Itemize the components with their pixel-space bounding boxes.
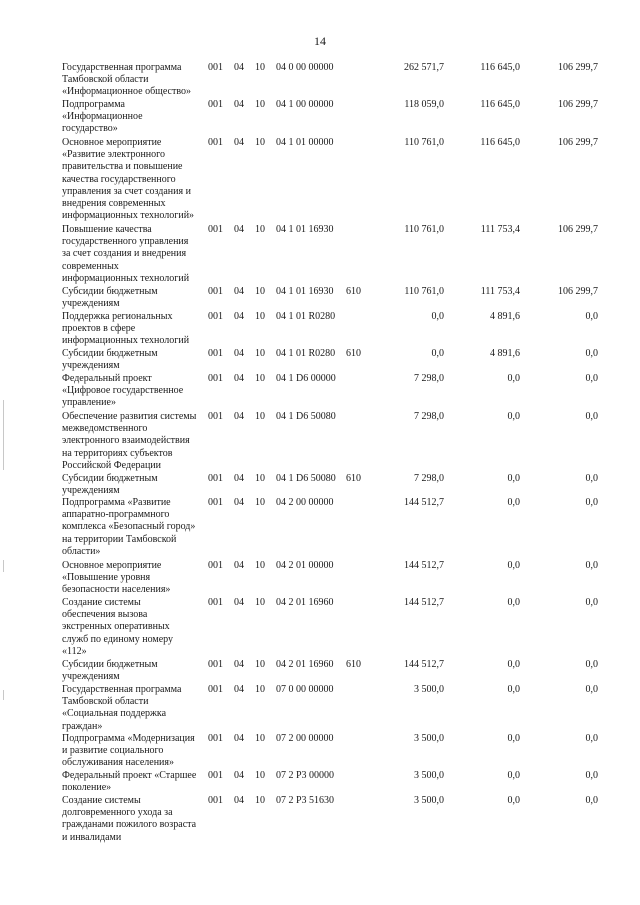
row-csr: 04 2 01 00000 bbox=[276, 560, 334, 571]
row-value-1: 3 500,0 bbox=[414, 770, 444, 781]
row-rz: 04 bbox=[234, 659, 244, 670]
row-value-2: 111 753,4 bbox=[480, 286, 520, 297]
row-rz: 04 bbox=[234, 597, 244, 608]
row-value-1: 110 761,0 bbox=[404, 224, 444, 235]
row-csr: 04 2 00 00000 bbox=[276, 497, 334, 508]
row-value-2: 116 645,0 bbox=[480, 62, 520, 73]
row-value-2: 111 753,4 bbox=[480, 224, 520, 235]
row-pr: 10 bbox=[255, 311, 265, 322]
row-gr: 001 bbox=[208, 224, 223, 235]
row-value-1: 3 500,0 bbox=[414, 733, 444, 744]
row-rz: 04 bbox=[234, 286, 244, 297]
row-value-2: 0,0 bbox=[507, 473, 520, 484]
row-value-2: 0,0 bbox=[507, 560, 520, 571]
row-value-1: 3 500,0 bbox=[414, 795, 444, 806]
row-csr: 04 1 00 00000 bbox=[276, 99, 334, 110]
row-vr: 610 bbox=[346, 348, 361, 359]
row-rz: 04 bbox=[234, 62, 244, 73]
row-pr: 10 bbox=[255, 286, 265, 297]
row-value-2: 0,0 bbox=[507, 684, 520, 695]
row-csr: 07 0 00 00000 bbox=[276, 684, 334, 695]
row-pr: 10 bbox=[255, 411, 265, 422]
row-gr: 001 bbox=[208, 62, 223, 73]
page-number: 14 bbox=[314, 34, 326, 48]
row-value-2: 0,0 bbox=[507, 373, 520, 384]
row-name: Подпрограмма «Модернизация и развитие социального обслуживания населения» bbox=[62, 733, 195, 769]
row-rz: 04 bbox=[234, 348, 244, 359]
row-gr: 001 bbox=[208, 497, 223, 508]
row-value-1: 110 761,0 bbox=[404, 286, 444, 297]
row-value-2: 0,0 bbox=[507, 411, 520, 422]
row-pr: 10 bbox=[255, 473, 265, 484]
row-csr: 04 1 01 R0280 bbox=[276, 348, 336, 359]
row-value-1: 144 512,7 bbox=[404, 659, 444, 670]
row-name: Субсидии бюджетным учреждениям bbox=[62, 473, 158, 497]
row-value-2: 4 891,6 bbox=[490, 311, 520, 322]
row-value-3: 106 299,7 bbox=[558, 99, 598, 110]
row-value-1: 110 761,0 bbox=[404, 137, 444, 148]
row-csr: 04 2 01 16960 bbox=[276, 597, 334, 608]
row-rz: 04 bbox=[234, 733, 244, 744]
row-csr: 04 1 01 16930 bbox=[276, 286, 334, 297]
row-name: Подпрограмма «Информационное государство» bbox=[62, 99, 143, 135]
row-value-1: 7 298,0 bbox=[414, 373, 444, 384]
row-rz: 04 bbox=[234, 99, 244, 110]
row-value-2: 4 891,6 bbox=[490, 348, 520, 359]
row-gr: 001 bbox=[208, 99, 223, 110]
row-gr: 001 bbox=[208, 659, 223, 670]
row-value-3: 0,0 bbox=[585, 597, 598, 608]
row-name: Государственная программа Тамбовской области «Социальная поддержка граждан» bbox=[62, 684, 182, 732]
row-value-3: 0,0 bbox=[585, 795, 598, 806]
row-value-1: 118 059,0 bbox=[404, 99, 444, 110]
row-pr: 10 bbox=[255, 99, 265, 110]
row-name: Повышение качества государственного управления за счет создания и внедрения современных информационных технологий bbox=[62, 224, 190, 284]
row-rz: 04 bbox=[234, 137, 244, 148]
row-value-3: 0,0 bbox=[585, 733, 598, 744]
row-value-1: 7 298,0 bbox=[414, 473, 444, 484]
margin-scan-mark bbox=[3, 400, 4, 470]
row-pr: 10 bbox=[255, 560, 265, 571]
row-gr: 001 bbox=[208, 795, 223, 806]
row-value-1: 262 571,7 bbox=[404, 62, 444, 73]
row-name: Создание системы долговременного ухода за гражданами пожилого возраста и инвалидами bbox=[62, 795, 197, 843]
margin-scan-mark bbox=[3, 560, 4, 572]
row-pr: 10 bbox=[255, 62, 265, 73]
row-value-2: 116 645,0 bbox=[480, 137, 520, 148]
row-name: Субсидии бюджетным учреждениям bbox=[62, 659, 158, 683]
row-pr: 10 bbox=[255, 224, 265, 235]
row-rz: 04 bbox=[234, 373, 244, 384]
row-name: Основное мероприятие «Развитие электронного правительства и повышение качества государственного управления за счет создания и внедрения современных информационных технологий» bbox=[62, 137, 195, 222]
row-csr: 04 2 01 16960 bbox=[276, 659, 334, 670]
row-value-3: 106 299,7 bbox=[558, 286, 598, 297]
row-value-3: 0,0 bbox=[585, 684, 598, 695]
row-vr: 610 bbox=[346, 659, 361, 670]
row-value-2: 0,0 bbox=[507, 795, 520, 806]
row-rz: 04 bbox=[234, 411, 244, 422]
row-value-3: 0,0 bbox=[585, 473, 598, 484]
row-csr: 04 0 00 00000 bbox=[276, 62, 334, 73]
row-csr: 04 1 01 00000 bbox=[276, 137, 334, 148]
row-pr: 10 bbox=[255, 684, 265, 695]
row-pr: 10 bbox=[255, 733, 265, 744]
row-csr: 04 1 01 R0280 bbox=[276, 311, 336, 322]
row-gr: 001 bbox=[208, 348, 223, 359]
row-gr: 001 bbox=[208, 684, 223, 695]
row-name: Субсидии бюджетным учреждениям bbox=[62, 286, 158, 310]
row-pr: 10 bbox=[255, 597, 265, 608]
row-rz: 04 bbox=[234, 473, 244, 484]
row-pr: 10 bbox=[255, 497, 265, 508]
row-pr: 10 bbox=[255, 659, 265, 670]
row-value-3: 0,0 bbox=[585, 411, 598, 422]
row-rz: 04 bbox=[234, 795, 244, 806]
row-pr: 10 bbox=[255, 137, 265, 148]
row-name: Подпрограмма «Развитие аппаратно-программного комплекса «Безопасный город» на территории Тамбовской области» bbox=[62, 497, 196, 557]
row-value-1: 144 512,7 bbox=[404, 597, 444, 608]
row-name: Субсидии бюджетным учреждениям bbox=[62, 348, 158, 372]
row-value-3: 106 299,7 bbox=[558, 224, 598, 235]
row-value-3: 0,0 bbox=[585, 348, 598, 359]
row-value-2: 0,0 bbox=[507, 733, 520, 744]
row-value-3: 106 299,7 bbox=[558, 137, 598, 148]
row-value-3: 106 299,7 bbox=[558, 62, 598, 73]
row-name: Государственная программа Тамбовской области «Информационное общество» bbox=[62, 62, 192, 98]
row-value-1: 0,0 bbox=[431, 348, 444, 359]
row-pr: 10 bbox=[255, 373, 265, 384]
row-gr: 001 bbox=[208, 473, 223, 484]
margin-scan-mark bbox=[3, 690, 4, 700]
row-rz: 04 bbox=[234, 684, 244, 695]
row-csr: 04 1 D6 50080 bbox=[276, 473, 336, 484]
row-value-3: 0,0 bbox=[585, 497, 598, 508]
row-rz: 04 bbox=[234, 560, 244, 571]
row-name: Федеральный проект «Старшее поколение» bbox=[62, 770, 197, 794]
row-gr: 001 bbox=[208, 137, 223, 148]
row-name: Создание системы обеспечения вызова экстренных оперативных служб по единому номеру «112» bbox=[62, 597, 174, 657]
row-gr: 001 bbox=[208, 733, 223, 744]
row-value-1: 0,0 bbox=[431, 311, 444, 322]
row-pr: 10 bbox=[255, 348, 265, 359]
row-rz: 04 bbox=[234, 497, 244, 508]
row-gr: 001 bbox=[208, 597, 223, 608]
row-value-2: 0,0 bbox=[507, 597, 520, 608]
row-vr: 610 bbox=[346, 286, 361, 297]
row-gr: 001 bbox=[208, 560, 223, 571]
row-csr: 07 2 00 00000 bbox=[276, 733, 334, 744]
row-csr: 04 1 D6 50080 bbox=[276, 411, 336, 422]
row-csr: 07 2 P3 51630 bbox=[276, 795, 335, 806]
row-value-2: 0,0 bbox=[507, 659, 520, 670]
row-value-1: 144 512,7 bbox=[404, 560, 444, 571]
row-gr: 001 bbox=[208, 373, 223, 384]
row-name: Поддержка региональных проектов в сфере информационных технологий bbox=[62, 311, 190, 347]
row-name: Обеспечение развития системы межведомственного электронного взаимодействия на территориях субъектов Российской Федерации bbox=[62, 411, 197, 471]
row-csr: 07 2 P3 00000 bbox=[276, 770, 335, 781]
row-rz: 04 bbox=[234, 224, 244, 235]
row-value-1: 3 500,0 bbox=[414, 684, 444, 695]
row-gr: 001 bbox=[208, 311, 223, 322]
row-value-3: 0,0 bbox=[585, 659, 598, 670]
row-value-3: 0,0 bbox=[585, 770, 598, 781]
row-value-1: 144 512,7 bbox=[404, 497, 444, 508]
row-name: Федеральный проект «Цифровое государственное управление» bbox=[62, 373, 184, 409]
row-gr: 001 bbox=[208, 286, 223, 297]
row-pr: 10 bbox=[255, 795, 265, 806]
row-value-2: 116 645,0 bbox=[480, 99, 520, 110]
row-rz: 04 bbox=[234, 311, 244, 322]
row-vr: 610 bbox=[346, 473, 361, 484]
row-value-2: 0,0 bbox=[507, 497, 520, 508]
row-csr: 04 1 01 16930 bbox=[276, 224, 334, 235]
row-gr: 001 bbox=[208, 411, 223, 422]
row-value-3: 0,0 bbox=[585, 560, 598, 571]
row-value-1: 7 298,0 bbox=[414, 411, 444, 422]
row-pr: 10 bbox=[255, 770, 265, 781]
row-value-3: 0,0 bbox=[585, 311, 598, 322]
row-value-2: 0,0 bbox=[507, 770, 520, 781]
row-rz: 04 bbox=[234, 770, 244, 781]
row-value-3: 0,0 bbox=[585, 373, 598, 384]
row-name: Основное мероприятие «Повышение уровня безопасности населения» bbox=[62, 560, 171, 596]
row-csr: 04 1 D6 00000 bbox=[276, 373, 336, 384]
row-gr: 001 bbox=[208, 770, 223, 781]
